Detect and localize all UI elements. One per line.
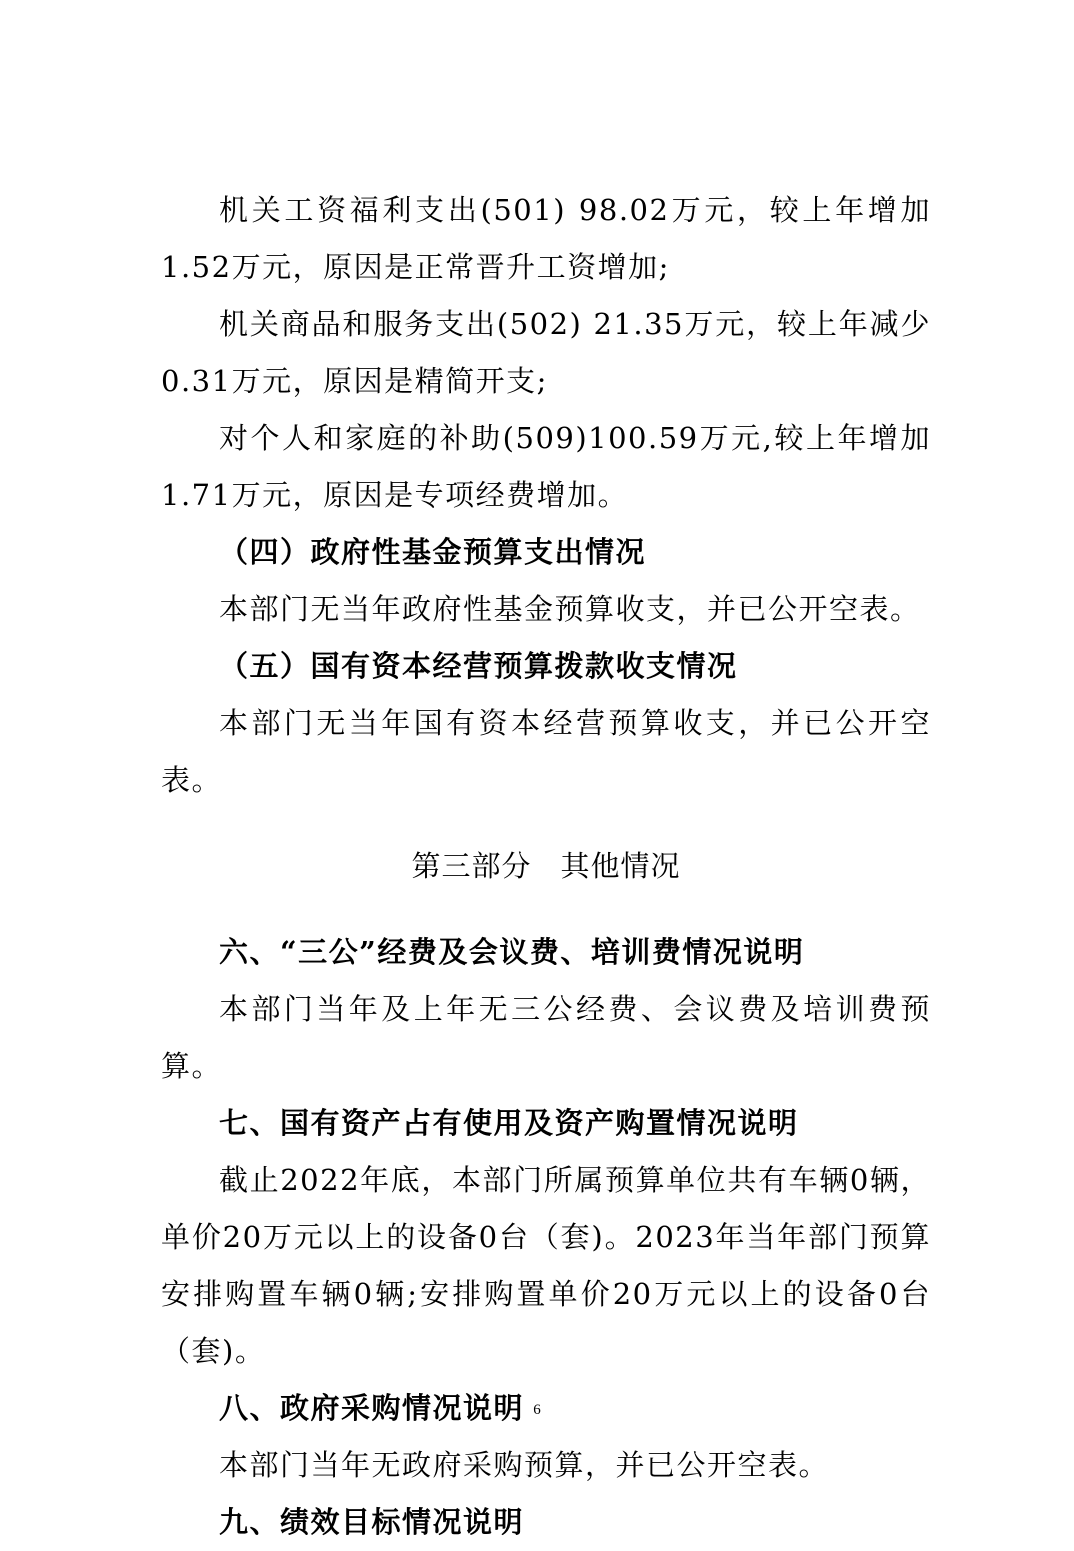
subheading-government-fund: （四）政府性基金预算支出情况 [219, 535, 647, 569]
heading-state-assets: 七、国有资产占有使用及资产购置情况说明 [219, 1106, 799, 1140]
heading-three-public-expenses: 六、“三公”经费及会议费、培训费情况说明 [219, 935, 805, 969]
heading-performance-targets: 九、绩效目标情况说明 [219, 1505, 525, 1539]
section-heading [161, 838, 931, 895]
paragraph-goods-services-expenditure: 机关商品和服务支出(502) 21.35万元，较上年减少0.31万元，原因是精简开支; [161, 307, 931, 398]
section-heading-part: 第三部分 [411, 849, 532, 883]
paragraph-state-capital: 本部门无当年国有资本经营预算收支，并已公开空表。 [161, 706, 931, 797]
paragraph-household-subsidies: 对个人和家庭的补助(509)100.59万元,较上年增加1.71万元，原因是专项经费增加。 [161, 421, 931, 512]
paragraph-state-assets: 截止2022年底，本部门所属预算单位共有车辆0辆，单价20万元以上的设备0台（套)。2023年当年部门预算安排购置车辆0辆;安排购置单价20万元以上的设备0台（套)。 [161, 1163, 931, 1368]
page-number: 6 [533, 1402, 541, 1418]
section-heading-title: 其他情况 [560, 849, 681, 883]
paragraph-three-public-expenses: 本部门当年及上年无三公经费、会议费及培训费预算。 [161, 992, 931, 1083]
page-body [161, 182, 931, 1551]
subheading-state-capital: （五）国有资本经营预算拨款收支情况 [219, 649, 738, 683]
paragraph-government-fund: 本部门无当年政府性基金预算收支，并已公开空表。 [219, 592, 921, 626]
paragraph-wages-expenditure: 机关工资福利支出(501) 98.02万元，较上年增加1.52万元，原因是正常晋升工资增加; [161, 193, 931, 284]
heading-government-procurement: 八、政府采购情况说明 [219, 1391, 525, 1425]
paragraph-government-procurement: 本部门当年无政府采购预算，并已公开空表。 [219, 1448, 830, 1482]
